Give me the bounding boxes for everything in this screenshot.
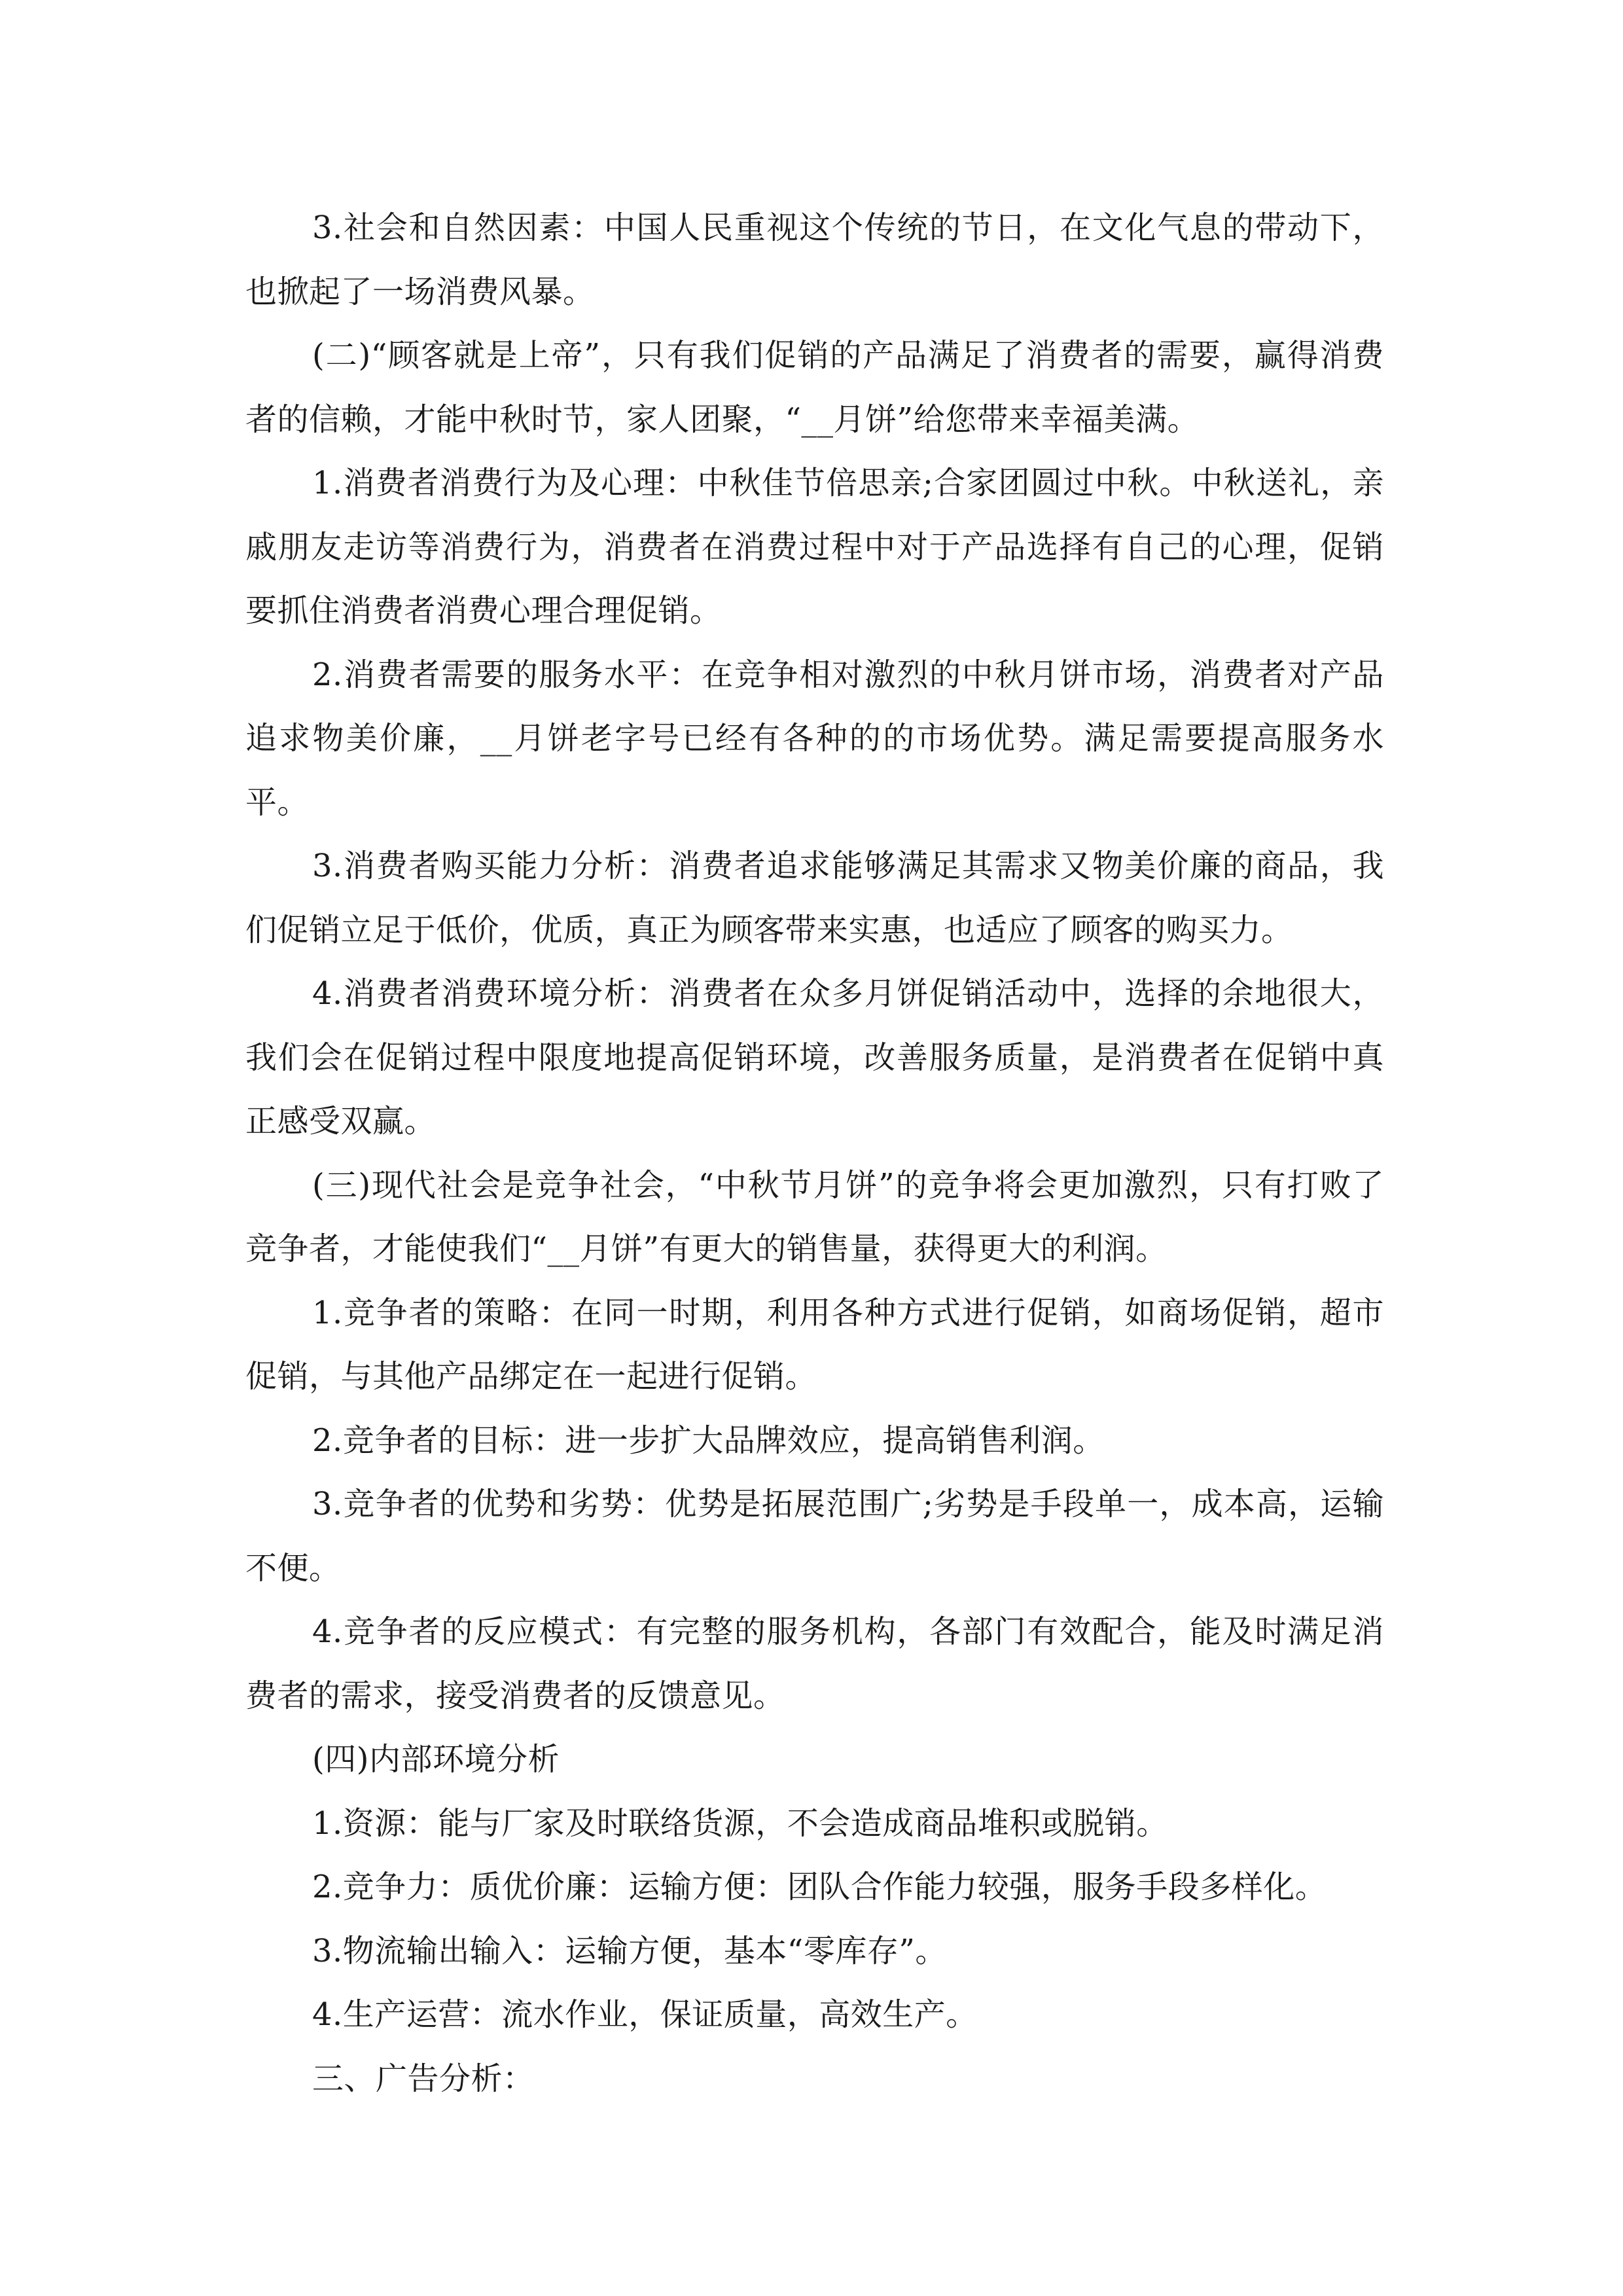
paragraph-section-2-customer: (二)“顾客就是上帝”，只有我们促销的产品满足了消费者的需要，赢得消费者的信赖，才能中秋时节，家人团聚，“__月饼”给您带来幸福美满。 (245, 337, 1384, 438)
paragraph-section-3-competition: (三)现代社会是竞争社会，“中秋节月饼”的竞争将会更加激烈，只有打败了竞争者，才能使我们“__月饼”有更大的销售量，获得更大的利润。 (245, 1166, 1384, 1267)
paragraph-consumption-environment: 4.消费者消费环境分析：消费者在众多月饼促销活动中，选择的余地很大，我们会在促销过程中限度地提高促销环境，改善服务质量，是消费者在促销中真正感受双赢。 (245, 975, 1384, 1139)
paragraph-competitor-goal: 2.竞争者的目标：进一步扩大品牌效应，提高销售利润。 (312, 1422, 1105, 1459)
document-body (245, 196, 1384, 2111)
paragraph-consumer-behavior: 1.消费者消费行为及心理：中秋佳节倍思亲;合家团圆过中秋。中秋送礼，亲戚朋友走访等消费行为，消费者在消费过程中对于产品选择有自己的心理，促销要抓住消费者消费心理合理促销。 (245, 465, 1384, 629)
paragraph-service-level: 2.消费者需要的服务水平：在竞争相对激烈的中秋月饼市场，消费者对产品追求物美价廉，__月饼老字号已经有各种的的市场优势。满足需要提高服务水平。 (245, 656, 1384, 821)
paragraph-competitor-response: 4.竞争者的反应模式：有完整的服务机构，各部门有效配合，能及时满足消费者的需求，接受消费者的反馈意见。 (245, 1613, 1384, 1714)
paragraph-competitor-strategy: 1.竞争者的策略：在同一时期，利用各种方式进行促销，如商场促销，超市促销，与其他产品绑定在一起进行促销。 (245, 1294, 1384, 1395)
paragraph-purchasing-power: 3.消费者购买能力分析：消费者追求能够满足其需求又物美价廉的商品，我们促销立足于低价，优质，真正为顾客带来实惠，也适应了顾客的购买力。 (245, 848, 1384, 948)
paragraph-logistics: 3.物流输出输入：运输方便，基本“零库存”。 (312, 1932, 947, 1969)
paragraph-competitiveness: 2.竞争力：质优价廉：运输方便：团队合作能力较强，服务手段多样化。 (312, 1869, 1327, 1905)
paragraph-section-4-heading: (四)内部环境分析 (312, 1741, 560, 1778)
paragraph-advertising-heading: 三、广告分析： (312, 2060, 535, 2097)
paragraph-resources: 1.资源：能与厂家及时联络货源，不会造成商品堆积或脱销。 (312, 1804, 1168, 1842)
paragraph-production: 4.生产运营：流水作业，保证质量，高效生产。 (312, 1996, 978, 2033)
paragraph-social-factors: 3.社会和自然因素：中国人民重视这个传统的节日，在文化气息的带动下，也掀起了一场消费风暴。 (245, 209, 1384, 310)
paragraph-competitor-strengths: 3.竞争者的优势和劣势：优势是拓展范围广;劣势是手段单一，成本高，运输不便。 (245, 1486, 1384, 1587)
